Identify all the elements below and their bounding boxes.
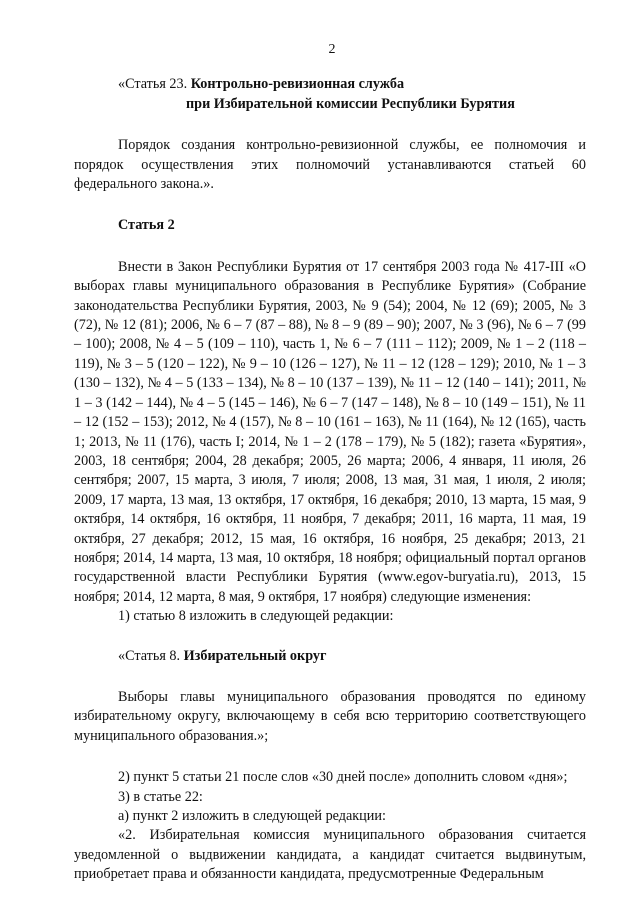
item-3a: а) пункт 2 изложить в следующей редакции:: [118, 808, 386, 824]
article-23-body: Порядок создания контрольно-ревизионной службы, ее полномочия и порядок осуществления этих полномочий устанавливаются статьей 60 федерального закона.».: [74, 137, 586, 193]
article-2-body: Внести в Закон Республики Бурятия от 17 сентября 2003 года № 417-III «О выборах главы муниципального образования в Республике Бурятия» (Собрание законодательства Республики Бурятия, 2003, № 9 (54); 2004, № 12 (69); 2005, № 3 (72), № 12 (81); 2006, № 6 – 7 (87 – 88), № 8 – 9 (89 – 90); 2007, № 3 (96), № 6 – 7 (99 – 100); 2008, № 4 – 5 (109 – 110), часть 1, № 6 – 7 (111 – 112); 2009, № 1 – 2 (118 – 119), № 3 – 5 (120 – 122), № 9 – 10 (126 – 127), № 11 – 12 (128 – 129); 2010, № 1 – 3 (130 – 132), № 4 – 5 (133 – 134), № 8 – 10 (137 – 139), № 11 – 12 (140 – 141); 2011, № 1 – 3 (142 – 144), № 4 – 5 (145 – 146), № 6 – 7 (147 – 148), № 8 – 10 (149 – 151), № 11 – 12 (152 – 153); 2012, № 4 (157), № 8 – 10 (161 – 163), № 11 (164), № 12 (165), часть 1; 2013, № 11 (176), часть I; 2014, № 1 – 2 (178 – 179), № 5 (182); газета «Бурятия», 2003, 18 сентября; 2004, 28 декабря; 2005, 26 марта; 2006, 4 января, 11 июля, 26 сентября; 2007, 15 марта, 3 июля, 7 июля; 2008, 13 мая, 31 мая, 1 июля, 2 июля; 2009, 17 марта, 13 мая, 13 октября, 17 октября, 16 декабря; 2010, 13 марта, 15 мая, 9 октября, 14 октября, 16 октября, 11 ноября, 7 декабря; 2011, 16 марта, 11 мая, 19 октября, 27 декабря; 2012, 15 мая, 16 октября, 16 ноября, 25 декабря; 2013, 21 ноября; 2014, 14 марта, 13 мая, 10 октября, 18 ноября; официальный портал органов государственной власти Республики Бурятия (www.egov-buryatia.ru), 2013, 15 ноября; 2014, 12 марта, 8 мая, 9 октября, 17 ноября) следующие изменения:: [74, 258, 586, 605]
page-number: 2: [328, 42, 336, 57]
article-8-heading: [74, 647, 586, 666]
article-23-heading: [74, 75, 586, 94]
item-2-quote: «2. Избирательная комиссия муниципального образования считается уведомленной о выдвижении кандидата, а кандидат считается выдвинутым, приобретает права и обязанности кандидата, предусмотренные Федеральным: [74, 827, 586, 883]
article-23-title-line2: при Избирательной комиссии Республики Бурятия: [186, 95, 515, 112]
item-2: 2) пункт 5 статьи 21 после слов «30 дней после» дополнить словом «дня»;: [118, 769, 568, 786]
article-23-prefix: «Статья 23.: [118, 76, 191, 93]
document-page: [74, 40, 586, 885]
article-8-title: Избирательный округ: [183, 647, 327, 664]
article-8-prefix: «Статья 8.: [118, 647, 184, 664]
article-2-item-1: 1) статью 8 изложить в следующей редакции:: [118, 608, 394, 625]
article-2-heading: Статья 2: [118, 217, 175, 234]
item-3: 3) в статье 22:: [118, 788, 203, 805]
article-8-body: Выборы главы муниципального образования проводятся по единому избирательному округу, включающему в себя всю территорию соответствующего муниципального образования.»;: [74, 688, 586, 744]
article-23-title-line1: Контрольно-ревизионная служба: [190, 76, 405, 93]
